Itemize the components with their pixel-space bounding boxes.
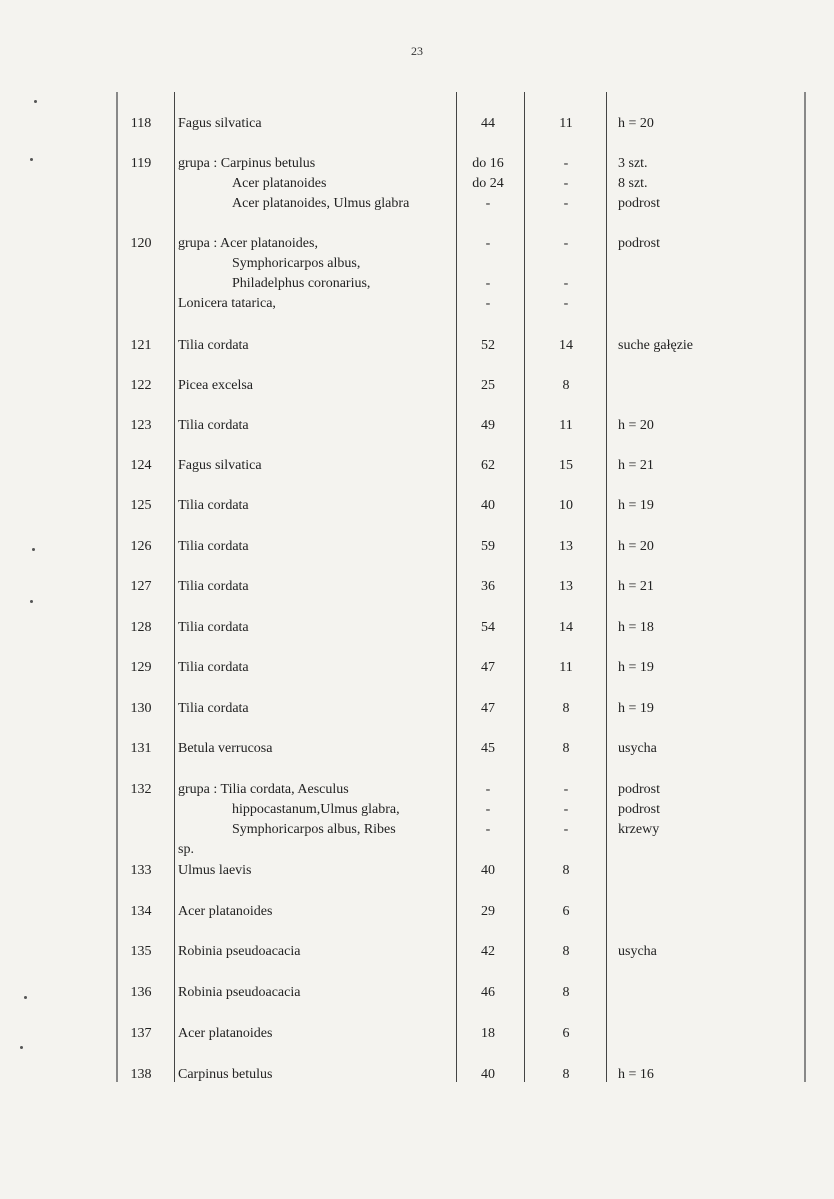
species-name-line: Tilia cordata [178, 660, 249, 675]
remarks-value-line: podrost [618, 196, 660, 211]
circumference-value-line [452, 840, 524, 860]
circumference-value-line: 52 [481, 338, 495, 353]
row-number: 134 [130, 904, 152, 919]
circumference-value-line: 29 [481, 904, 495, 919]
circumference-value-line: - [485, 822, 491, 837]
row-number: 138 [130, 1067, 152, 1082]
row-number: 130 [130, 701, 152, 716]
height-value-line: 11 [559, 418, 573, 433]
height-value [528, 780, 604, 860]
species-name [178, 537, 249, 557]
height-value-line [528, 840, 604, 860]
height-value-line: 14 [559, 338, 573, 353]
remarks-value [618, 780, 660, 860]
circumference-value [452, 780, 524, 860]
circumference-value-line: - [485, 236, 491, 251]
height-value [528, 456, 604, 476]
circumference-value [452, 658, 524, 678]
circumference-value [452, 902, 524, 922]
remarks-value-line [618, 294, 660, 314]
species-name-line: Symphoricarpos albus, [232, 256, 361, 271]
remarks-value [618, 496, 654, 516]
circumference-value [452, 416, 524, 436]
row-number: 127 [130, 579, 152, 594]
height-value [528, 496, 604, 516]
circumference-value [452, 456, 524, 476]
species-name [178, 618, 249, 638]
row-number: 124 [130, 458, 152, 473]
circumference-value-line: 36 [481, 579, 495, 594]
circumference-value-line: 40 [481, 498, 495, 513]
species-name [178, 942, 300, 962]
height-value-line: - [563, 156, 569, 171]
circumference-value-line: 18 [481, 1026, 495, 1041]
species-name-line: Carpinus betulus [178, 1067, 273, 1082]
species-name-line: Tilia cordata [178, 579, 249, 594]
row-number: 136 [130, 985, 152, 1000]
species-name-line: hippocastanum,Ulmus glabra, [232, 802, 400, 817]
species-name-line: Fagus silvatica [178, 458, 262, 473]
row-number: 121 [130, 338, 152, 353]
remarks-value [618, 114, 654, 134]
scan-speck [30, 600, 33, 603]
height-value-line: - [563, 782, 569, 797]
circumference-value-line: 40 [481, 863, 495, 878]
species-name-line: Betula verrucosa [178, 741, 273, 756]
height-value [528, 577, 604, 597]
species-name [178, 577, 249, 597]
circumference-value [452, 861, 524, 881]
circumference-value-line: 44 [481, 116, 495, 131]
species-name-line: grupa : Acer platanoides, [178, 236, 318, 251]
height-value-line: 6 [562, 904, 570, 919]
height-value [528, 376, 604, 396]
row-number: 119 [130, 156, 152, 171]
remarks-value-line: h = 18 [618, 620, 654, 635]
height-value [528, 416, 604, 436]
column-rule-circumference [524, 92, 525, 1082]
remarks-value-line: suche gałęzie [618, 338, 694, 353]
remarks-value [618, 739, 657, 759]
circumference-value [452, 1065, 524, 1085]
species-name-line: Robinia pseudoacacia [178, 985, 301, 1000]
height-value [528, 861, 604, 881]
height-value [528, 739, 604, 759]
circumference-value [452, 1024, 524, 1044]
species-name [178, 780, 400, 860]
remarks-value [618, 376, 622, 396]
remarks-value [618, 983, 622, 1003]
remarks-value-line: podrost [618, 802, 660, 817]
height-value-line: - [563, 296, 569, 311]
row-number: 125 [130, 498, 152, 513]
circumference-value [452, 154, 524, 214]
height-value-line: 8 [562, 701, 570, 716]
height-value-line: 13 [559, 579, 573, 594]
height-value-line: 13 [559, 539, 573, 554]
species-name-line: Tilia cordata [178, 620, 249, 635]
circumference-value-line: 62 [481, 458, 495, 473]
row-number: 120 [130, 236, 152, 251]
remarks-value-line [618, 376, 622, 396]
circumference-value-line: 42 [481, 944, 495, 959]
remarks-value-line [618, 274, 660, 294]
circumference-value-line: 40 [481, 1067, 495, 1082]
circumference-value-line: - [485, 782, 491, 797]
remarks-value-line: h = 19 [618, 660, 654, 675]
remarks-value [618, 1024, 622, 1044]
column-rule-number [174, 92, 175, 1082]
remarks-value-line: podrost [618, 782, 660, 797]
circumference-value [452, 577, 524, 597]
remarks-value [618, 861, 622, 881]
circumference-value-line: 59 [481, 539, 495, 554]
row-number: 133 [130, 863, 152, 878]
remarks-value [618, 699, 654, 719]
height-value-line: 14 [559, 620, 573, 635]
height-value [528, 154, 604, 214]
remarks-value [618, 1065, 654, 1085]
circumference-value-line: 49 [481, 418, 495, 433]
height-value-line: - [563, 176, 569, 191]
height-value-line: 11 [559, 116, 573, 131]
height-value-line: 8 [562, 985, 570, 1000]
species-name-line: Fagus silvatica [178, 116, 262, 131]
remarks-value [618, 658, 654, 678]
circumference-value [452, 336, 524, 356]
page-number: 23 [411, 44, 423, 58]
remarks-value-line: h = 19 [618, 701, 654, 716]
remarks-value-line [618, 983, 622, 1003]
species-name-line: Ulmus laevis [178, 863, 252, 878]
species-name-line: sp. [178, 842, 194, 857]
circumference-value [452, 983, 524, 1003]
remarks-value-line [618, 254, 660, 274]
height-value-line: 8 [562, 378, 570, 393]
scan-speck [34, 100, 37, 103]
species-name [178, 699, 249, 719]
species-name-line: Symphoricarpos albus, Ribes [232, 822, 396, 837]
remarks-value-line [618, 840, 660, 860]
height-value-line: 8 [562, 741, 570, 756]
species-name-line: Robinia pseudoacacia [178, 944, 301, 959]
remarks-value-line: h = 21 [618, 579, 654, 594]
remarks-value-line [618, 1024, 622, 1044]
height-value-line: - [563, 236, 569, 251]
row-number: 122 [130, 378, 152, 393]
height-value [528, 983, 604, 1003]
species-name [178, 336, 249, 356]
remarks-value [618, 537, 654, 557]
species-name-line: Acer platanoides [232, 176, 327, 191]
height-value [528, 537, 604, 557]
circumference-value-line: 54 [481, 620, 495, 635]
scan-speck [30, 158, 33, 161]
height-value-line: 8 [562, 863, 570, 878]
species-name [178, 658, 249, 678]
species-name-line: Picea excelsa [178, 378, 254, 393]
species-name-line: grupa : Carpinus betulus [178, 156, 316, 171]
height-value [528, 902, 604, 922]
species-name [178, 496, 249, 516]
row-number: 131 [130, 741, 152, 756]
height-value [528, 942, 604, 962]
remarks-value-line: h = 20 [618, 539, 654, 554]
species-name-line: Tilia cordata [178, 338, 249, 353]
height-value-line: - [563, 276, 569, 291]
species-name [178, 416, 249, 436]
remarks-value-line [618, 861, 622, 881]
height-value-line: - [563, 196, 569, 211]
circumference-value [452, 496, 524, 516]
species-name [178, 154, 409, 214]
circumference-value-line: - [485, 296, 491, 311]
height-value-line: 11 [559, 660, 573, 675]
row-number: 135 [130, 944, 152, 959]
species-name [178, 983, 300, 1003]
height-value-line: 6 [562, 1026, 570, 1041]
species-name-line: Tilia cordata [178, 539, 249, 554]
remarks-value [618, 577, 654, 597]
species-name [178, 114, 262, 134]
species-name [178, 1024, 272, 1044]
remarks-value-line: h = 20 [618, 418, 654, 433]
species-name [178, 902, 272, 922]
circumference-value [452, 376, 524, 396]
circumference-value-line: 47 [481, 660, 495, 675]
row-number: 132 [130, 782, 152, 797]
height-value [528, 1065, 604, 1085]
height-value [528, 1024, 604, 1044]
circumference-value-line: - [485, 276, 491, 291]
remarks-value-line: h = 16 [618, 1067, 654, 1082]
species-name [178, 456, 262, 476]
circumference-value-line: do 24 [472, 176, 504, 191]
remarks-value [618, 416, 654, 436]
row-number: 123 [130, 418, 152, 433]
remarks-value [618, 154, 660, 214]
circumference-value-line: 45 [481, 741, 495, 756]
species-name-line: grupa : Tilia cordata, Aesculus [178, 782, 349, 797]
column-rule-height [606, 92, 607, 1082]
remarks-value [618, 234, 660, 314]
remarks-value-line: h = 21 [618, 458, 654, 473]
height-value [528, 234, 604, 314]
remarks-value-line: 8 szt. [618, 176, 648, 191]
right-table-border [804, 92, 806, 1082]
height-value-line: 15 [559, 458, 573, 473]
circumference-value-line: - [485, 802, 491, 817]
height-value-line [528, 254, 604, 274]
circumference-value [452, 618, 524, 638]
remarks-value-line: krzewy [618, 822, 660, 837]
species-name-line: Acer platanoides, Ulmus glabra [232, 196, 410, 211]
circumference-value-line: 47 [481, 701, 495, 716]
height-value [528, 699, 604, 719]
height-value-line: - [563, 822, 569, 837]
species-name-line: Acer platanoides [178, 904, 273, 919]
species-name [178, 1065, 273, 1085]
species-name-line: Tilia cordata [178, 701, 249, 716]
scan-speck [20, 1046, 23, 1049]
remarks-value-line: usycha [618, 944, 657, 959]
circumference-value-line [452, 254, 524, 274]
circumference-value [452, 114, 524, 134]
species-name [178, 376, 253, 396]
species-name-line: Acer platanoides [178, 1026, 273, 1041]
circumference-value-line: do 16 [472, 156, 504, 171]
height-value [528, 618, 604, 638]
remarks-value-line [618, 902, 622, 922]
height-value-line: 8 [562, 1067, 570, 1082]
circumference-value-line: 46 [481, 985, 495, 1000]
remarks-value [618, 336, 693, 356]
remarks-value [618, 618, 654, 638]
scan-speck [24, 996, 27, 999]
height-value-line: 8 [562, 944, 570, 959]
remarks-value [618, 942, 657, 962]
height-value-line: - [563, 802, 569, 817]
remarks-value [618, 456, 654, 476]
circumference-value [452, 942, 524, 962]
circumference-value-line: 25 [481, 378, 495, 393]
scan-speck [32, 548, 35, 551]
row-number: 129 [130, 660, 152, 675]
height-value [528, 114, 604, 134]
species-name-line: Tilia cordata [178, 418, 249, 433]
row-number: 118 [130, 116, 152, 131]
species-name [178, 739, 272, 759]
species-name-line: Philadelphus coronarius, [232, 276, 371, 291]
species-name-line: Tilia cordata [178, 498, 249, 513]
remarks-value-line: h = 20 [618, 116, 654, 131]
row-number: 137 [130, 1026, 152, 1041]
species-name [178, 234, 370, 314]
remarks-value-line: 3 szt. [618, 156, 648, 171]
height-value [528, 658, 604, 678]
height-value-line: 10 [559, 498, 573, 513]
row-number: 126 [130, 539, 152, 554]
circumference-value [452, 537, 524, 557]
species-name [178, 861, 252, 881]
circumference-value [452, 234, 524, 314]
remarks-value-line: podrost [618, 236, 660, 251]
remarks-value-line: h = 19 [618, 498, 654, 513]
row-number: 128 [130, 620, 152, 635]
circumference-value [452, 699, 524, 719]
remarks-value [618, 902, 622, 922]
species-name-line: Lonicera tatarica, [178, 296, 276, 311]
height-value [528, 336, 604, 356]
circumference-value-line: - [485, 196, 491, 211]
remarks-value-line: usycha [618, 741, 657, 756]
circumference-value [452, 739, 524, 759]
